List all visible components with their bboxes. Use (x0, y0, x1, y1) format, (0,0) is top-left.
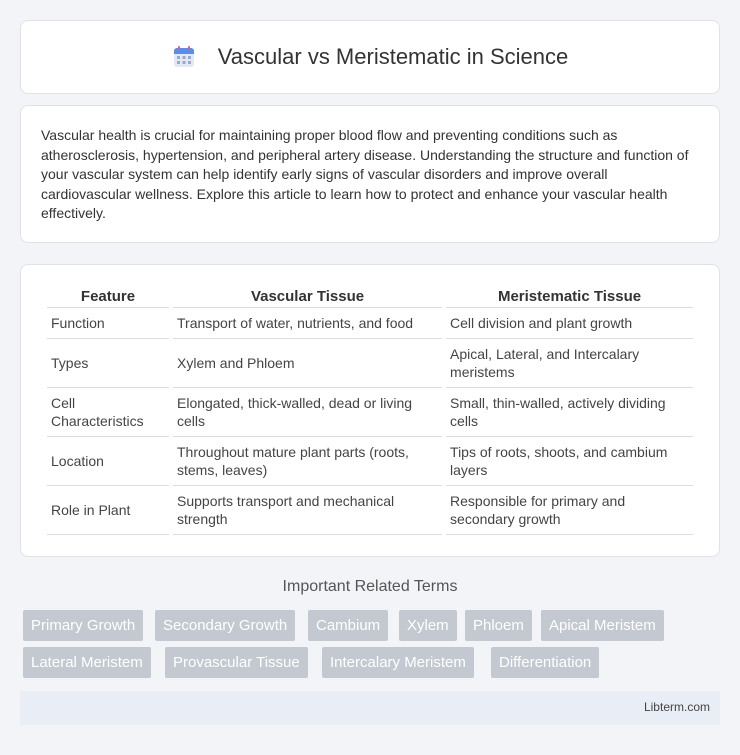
intro-text: Vascular health is crucial for maintaining proper blood flow and preventing conditions such as atherosclerosis, hypertension, and peripheral artery disease. Understanding the structure and function of your vascular system can help identify early signs of vascular disorders and improve overall cardiovascular wellness. Explore this article to learn how to protect and enhance your vascular health effectively. (41, 127, 689, 222)
tag-lateral-meristem[interactable]: Lateral Meristem (23, 647, 151, 678)
table-cell: Function (47, 308, 169, 339)
tag-xylem[interactable]: Xylem (399, 610, 457, 641)
table-cell: Cell Characteristics (47, 388, 169, 437)
table-row (47, 486, 693, 535)
table-cell: Xylem and Phloem (173, 339, 442, 388)
table-cell: Types (47, 339, 169, 388)
footer-site-link[interactable]: Libterm.com (643, 700, 710, 714)
table-cell: Tips of roots, shoots, and cambium layers (446, 437, 693, 486)
table-cell: Supports transport and mechanical strength (173, 486, 442, 535)
comparison-table (43, 285, 697, 535)
table-cell: Location (47, 437, 169, 486)
table-header-row (47, 285, 693, 308)
tag-phloem[interactable]: Phloem (465, 610, 532, 641)
column-header: Vascular Tissue (173, 285, 442, 308)
table-cell: Elongated, thick-walled, dead or living cells (173, 388, 442, 437)
page-title: Vascular vs Meristematic in Science (217, 44, 569, 69)
table-cell: Throughout mature plant parts (roots, stems, leaves) (173, 437, 442, 486)
header-card (20, 20, 720, 94)
table-cell: Responsible for primary and secondary growth (446, 486, 693, 535)
table-cell: Role in Plant (47, 486, 169, 535)
intro-card (20, 105, 720, 243)
table-row (47, 437, 693, 486)
calendar-icon (172, 45, 196, 69)
table-row (47, 339, 693, 388)
comparison-table-card (20, 264, 720, 557)
table-cell: Small, thin-walled, actively dividing cells (446, 388, 693, 437)
tag-primary-growth[interactable]: Primary Growth (23, 610, 143, 641)
column-header: Meristematic Tissue (446, 285, 693, 308)
tag-intercalary-meristem[interactable]: Intercalary Meristem (322, 647, 474, 678)
table-row (47, 388, 693, 437)
tag-apical-meristem[interactable]: Apical Meristem (541, 610, 664, 641)
tag-cambium[interactable]: Cambium (308, 610, 388, 641)
column-header: Feature (47, 285, 169, 308)
table-cell: Cell division and plant growth (446, 308, 693, 339)
related-terms-title: Important Related Terms (282, 578, 458, 595)
tag-provascular-tissue[interactable]: Provascular Tissue (165, 647, 308, 678)
footer (20, 691, 720, 725)
table-row (47, 308, 693, 339)
table-cell: Apical, Lateral, and Intercalary meristems (446, 339, 693, 388)
table-cell: Transport of water, nutrients, and food (173, 308, 442, 339)
tag-differentiation[interactable]: Differentiation (491, 647, 599, 678)
tag-secondary-growth[interactable]: Secondary Growth (155, 610, 295, 641)
